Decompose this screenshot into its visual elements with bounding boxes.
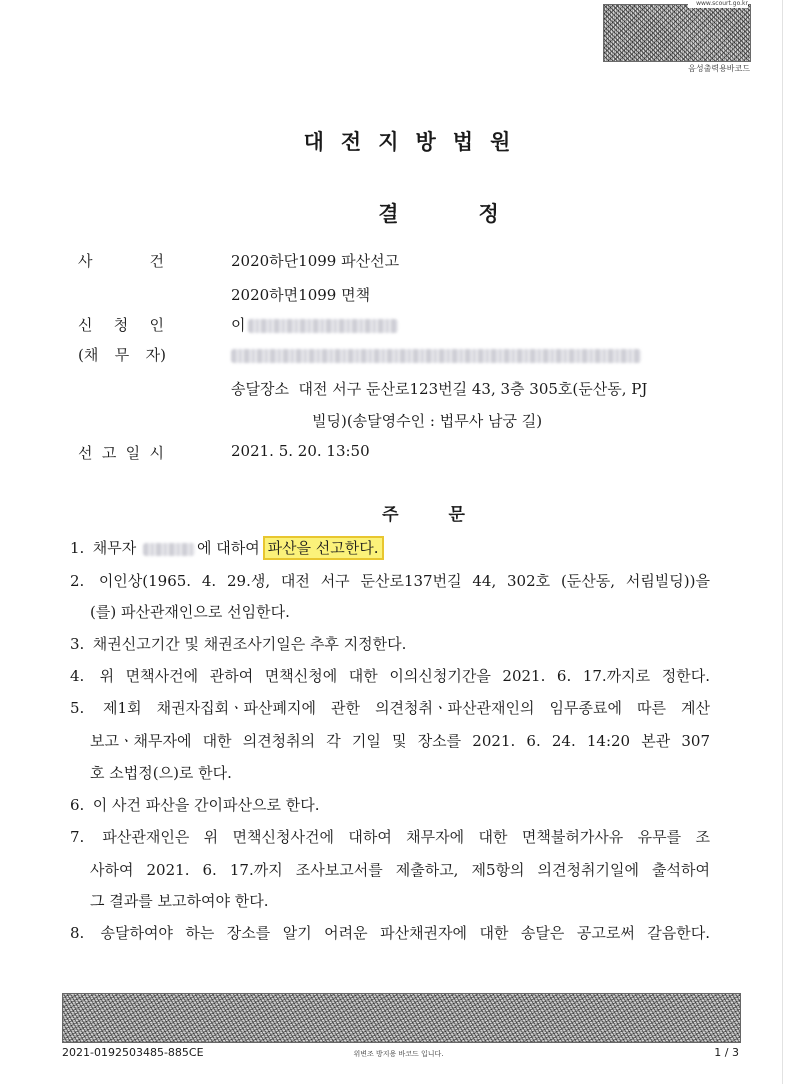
order-item-7: 7. 파산관재인은 위 면책신청사건에 대하여 채무자에 대한 면책불허가사유 유무를 조 bbox=[70, 828, 710, 846]
order-title: 주문 bbox=[382, 505, 515, 525]
service-address-cont: 빌딩)(송달영수인 : 법무사 남궁 길) bbox=[312, 412, 543, 430]
redacted-address bbox=[231, 346, 641, 364]
order-item-5-cont1: 보고ㆍ채무자에 대한 의견청취의 각 기일 및 장소를 2021. 6. 24. 14:20 본관 307 bbox=[90, 732, 710, 750]
case-number-bankruptcy: 2020하단1099 파산선고 bbox=[231, 252, 400, 270]
court-name: 대전지방법원 bbox=[303, 130, 528, 154]
redacted-debtor-name bbox=[143, 543, 195, 556]
case-number-discharge: 2020하면1099 면책 bbox=[231, 286, 371, 304]
order-item-2: 2. 이인상(1965. 4. 29.생, 대전 서구 둔산로137번길 44, 302호 (둔산동, 서림빌딩))을 bbox=[70, 572, 710, 590]
order-item-2-cont: (를) 파산관재인으로 선임한다. bbox=[90, 603, 290, 621]
order-item-4: 4. 위 면책사건에 관하여 면책신청에 대한 이의신청기간을 2021. 6. 17.까지로 정한다. bbox=[70, 667, 710, 685]
barcode-note: 위변조 방지용 바코드 입니다. bbox=[353, 1050, 444, 1058]
barcode-url: www.scourt.go.kr bbox=[688, 0, 748, 8]
order-item-1: 1. 채무자 에 대하여 파산을 선고한다. bbox=[70, 538, 710, 558]
highlighted-ruling: 파산을 선고한다. bbox=[265, 538, 382, 558]
document-id: 2021-0192503485-885CE bbox=[62, 1046, 204, 1059]
debtor-sublabel: (채 무 자) bbox=[78, 346, 166, 364]
page-edge bbox=[782, 0, 783, 1084]
applicant-name: 이 bbox=[231, 314, 398, 335]
applicant-label: 신 청 인 bbox=[78, 316, 164, 334]
anti-forgery-barcode bbox=[62, 993, 741, 1043]
order-item-3: 3. 채권신고기간 및 채권조사기일은 추후 지정한다. bbox=[70, 635, 407, 653]
decision-date-value: 2021. 5. 20. 13:50 bbox=[231, 442, 370, 460]
document-type: 결정 bbox=[378, 202, 579, 226]
order-item-6: 6. 이 사건 파산을 간이파산으로 한다. bbox=[70, 796, 320, 814]
voice-output-barcode bbox=[603, 4, 751, 62]
order-item-5-cont2: 호 소법정(으)로 한다. bbox=[90, 764, 232, 782]
service-address: 송달장소 대전 서구 둔산로123번길 43, 3층 305호(둔산동, PJ bbox=[231, 380, 648, 398]
order-item-7-cont1: 사하여 2021. 6. 17.까지 조사보고서를 제출하고, 제5항의 의견청취기일에 출석하여 bbox=[90, 861, 710, 879]
order-item-8: 8. 송달하여야 하는 장소를 알기 어려운 파산채권자에 대한 송달은 공고로써 갈음한다. bbox=[70, 924, 710, 942]
order-item-5: 5. 제1회 채권자집회ㆍ파산폐지에 관한 의견청취ㆍ파산관재인의 임무종료에 따른 계산 bbox=[70, 699, 710, 717]
case-label: 사 건 bbox=[78, 252, 164, 270]
redacted-name bbox=[248, 319, 398, 333]
barcode-label: 음성출력용바코드 bbox=[688, 64, 750, 73]
page-number: 1 / 3 bbox=[714, 1046, 739, 1059]
order-item-7-cont2: 그 결과를 보고하여야 한다. bbox=[90, 892, 269, 910]
decision-date-label: 선 고 일 시 bbox=[78, 444, 164, 462]
